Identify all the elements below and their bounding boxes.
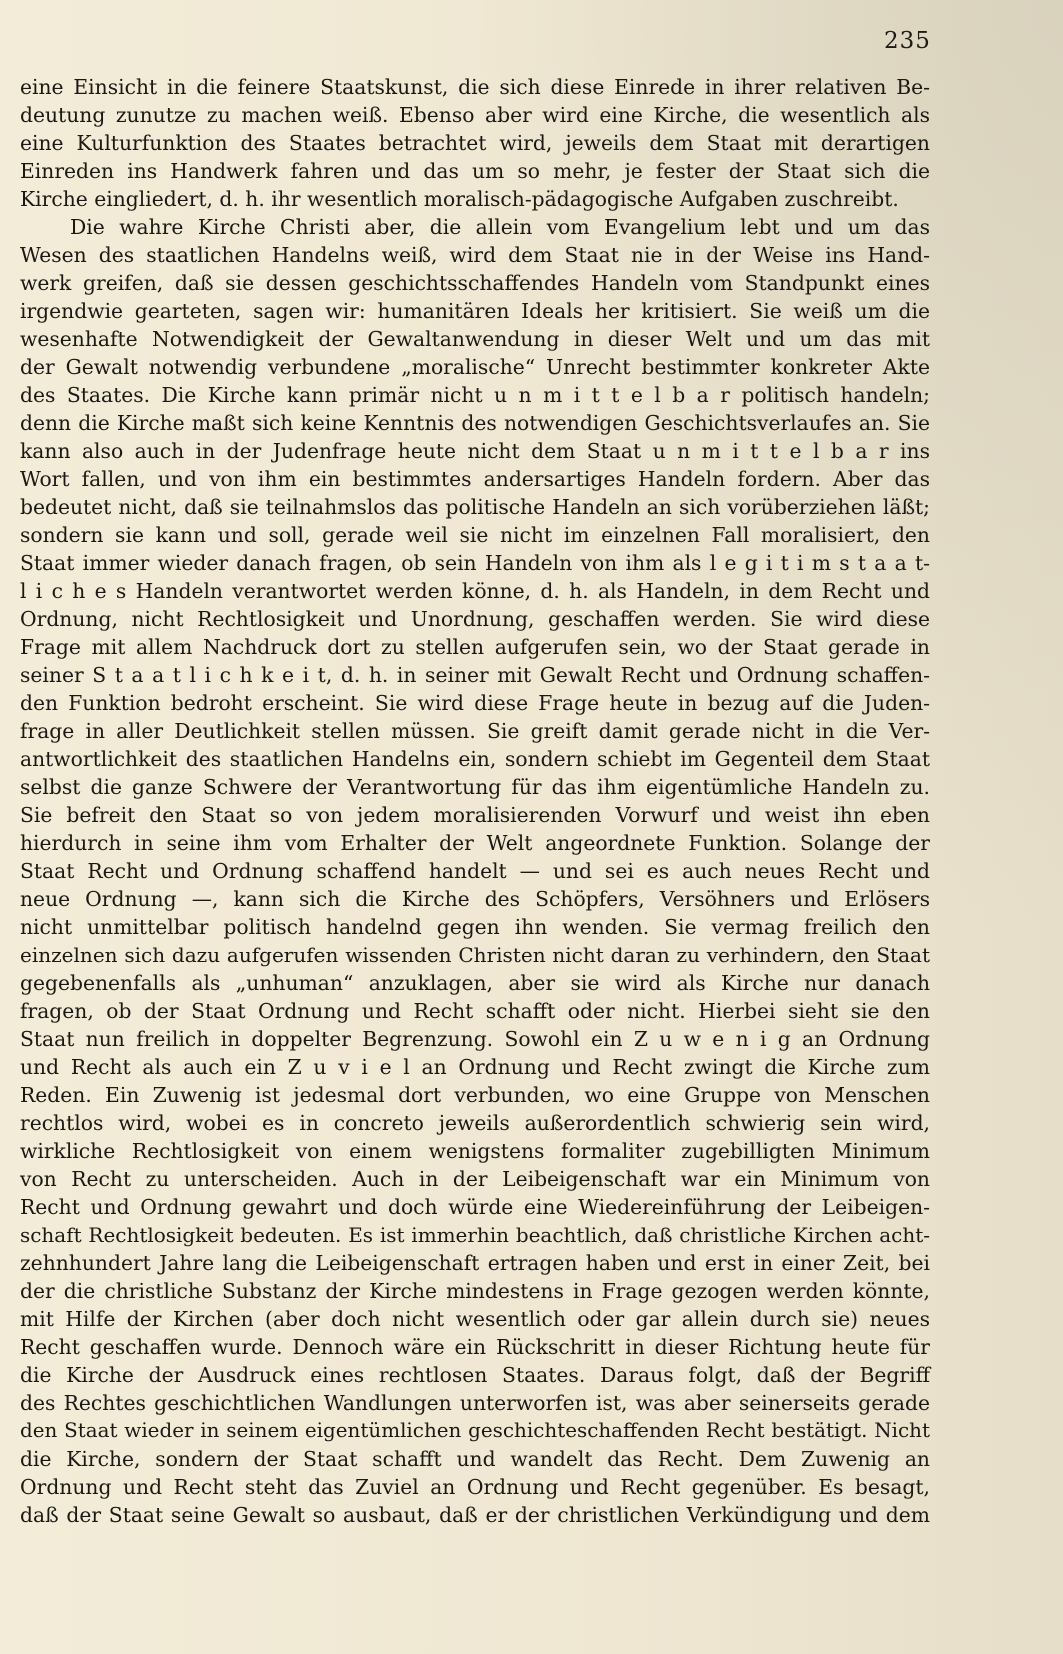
- text-line: schaft Rechtlosigkeit bedeuten. Es ist immerhin beachtlich, daß christliche Kirchen acht-: [20, 1223, 930, 1247]
- text-line: kann also auch in der Judenfrage heute nicht dem Staat u n m i t t e l b a r ins: [20, 439, 930, 463]
- text-line: Reden. Ein Zuwenig ist jedesmal dort verbunden, wo eine Gruppe von Menschen: [20, 1083, 930, 1107]
- text-line: des Rechtes geschichtlichen Wandlungen unterworfen ist, was aber seinerseits gerade: [20, 1391, 930, 1415]
- text-line: und Recht als auch ein Z u v i e l an Ordnung und Recht zwingt die Kirche zum: [20, 1055, 930, 1079]
- text-line: neue Ordnung —, kann sich die Kirche des Schöpfers, Versöhners und Erlösers: [20, 887, 930, 911]
- text-line: irgendwie gearteten, sagen wir: humanitären Ideals her kritisiert. Sie weiß um die: [20, 299, 930, 323]
- text-line: zehnhundert Jahre lang die Leibeigenschaft ertragen haben und erst in einer Zeit, bei: [20, 1251, 930, 1275]
- body-text: [20, 73, 930, 1529]
- text-line: Staat Recht und Ordnung schaffend handelt — und sei es auch neues Recht und: [20, 859, 930, 883]
- text-line: von Recht zu unterscheiden. Auch in der Leibeigenschaft war ein Minimum von: [20, 1167, 930, 1191]
- text-line: fragen, ob der Staat Ordnung und Recht schafft oder nicht. Hierbei sieht sie den: [20, 999, 930, 1023]
- text-line: wirkliche Rechtlosigkeit von einem wenigstens formaliter zugebilligten Minimum: [20, 1139, 930, 1163]
- text-line: denn die Kirche maßt sich keine Kenntnis des notwendigen Geschichtsverlaufes an. Sie: [20, 411, 930, 435]
- text-line: sondern sie kann und soll, gerade weil sie nicht im einzelnen Fall moralisiert, den: [20, 523, 930, 547]
- text-line: wesenhafte Notwendigkeit der Gewaltanwendung in dieser Welt und um das mit: [20, 327, 930, 351]
- text-line: Staat nun freilich in doppelter Begrenzung. Sowohl ein Z u w e n i g an Ordnung: [20, 1027, 930, 1051]
- text-line: deutung zunutze zu machen weiß. Ebenso aber wird eine Kirche, die wesentlich als: [20, 103, 930, 127]
- text-line: den Funktion bedroht erscheint. Sie wird diese Frage heute in bezug auf die Juden-: [20, 691, 930, 715]
- text-line: der die christliche Substanz der Kirche mindestens in Frage gezogen werden könnte,: [20, 1279, 930, 1303]
- text-line: Wesen des staatlichen Handelns weiß, wird dem Staat nie in der Weise ins Hand-: [20, 243, 930, 267]
- text-line: einzelnen sich dazu aufgerufen wissenden Christen nicht daran zu verhindern, den Staat: [20, 943, 930, 967]
- text-line: eine Einsicht in die feinere Staatskunst, die sich diese Einrede in ihrer relativen Be-: [20, 75, 930, 99]
- text-line: Ordnung und Recht steht das Zuviel an Ordnung und Recht gegenüber. Es besagt,: [20, 1475, 930, 1499]
- text-line: Frage mit allem Nachdruck dort zu stellen aufgerufen sein, wo der Staat gerade in: [20, 635, 930, 659]
- text-line: daß der Staat seine Gewalt so ausbaut, daß er der christlichen Verkündigung und dem: [20, 1503, 930, 1527]
- text-line: gegebenenfalls als „unhuman“ anzuklagen, aber sie wird als Kirche nur danach: [20, 971, 930, 995]
- text-line: selbst die ganze Schwere der Verantwortung für das ihm eigentümliche Handeln zu.: [20, 775, 930, 799]
- text-line: rechtlos wird, wobei es in concreto jeweils außerordentlich schwierig sein wird,: [20, 1111, 930, 1135]
- text-line: den Staat wieder in seinem eigentümlichen geschichteschaffenden Recht bestätigt. Nicht: [20, 1419, 930, 1442]
- text-line: nicht unmittelbar politisch handelnd gegen ihn wenden. Sie vermag freilich den: [20, 915, 930, 939]
- text-line: l i c h e s Handeln verantwortet werden könne, d. h. als Handeln, in dem Recht und: [20, 579, 930, 603]
- text-line: mit Hilfe der Kirchen (aber doch nicht wesentlich oder gar allein durch sie) neues: [20, 1307, 930, 1331]
- text-line: eine Kulturfunktion des Staates betrachtet wird, jeweils dem Staat mit derartigen: [20, 131, 930, 155]
- text-line: Die wahre Kirche Christi aber, die allein vom Evangelium lebt und um das: [70, 215, 930, 239]
- text-line: hierdurch in seine ihm vom Erhalter der Welt angeordnete Funktion. Solange der: [20, 831, 930, 855]
- text-line: Einreden ins Handwerk fahren und das um so mehr, je fester der Staat sich die: [20, 159, 930, 183]
- text-line: bedeutet nicht, daß sie teilnahmslos das politische Handeln an sich vorüberziehen läßt;: [20, 495, 930, 519]
- text-line: die Kirche, sondern der Staat schafft und wandelt das Recht. Dem Zuwenig an: [20, 1447, 930, 1471]
- text-line: seiner S t a a t l i c h k e i t, d. h. in seiner mit Gewalt Recht und Ordnung schaffen-: [20, 663, 930, 687]
- text-line: Staat immer wieder danach fragen, ob sein Handeln von ihm als l e g i t i m s t a a t-: [20, 551, 930, 575]
- text-line: Sie befreit den Staat so von jedem moralisierenden Vorwurf und weist ihn eben: [20, 803, 930, 827]
- text-line: des Staates. Die Kirche kann primär nicht u n m i t t e l b a r politisch handeln;: [20, 383, 930, 407]
- text-line: Ordnung, nicht Rechtlosigkeit und Unordnung, geschaffen werden. Sie wird diese: [20, 607, 930, 631]
- page-number: 235: [884, 28, 931, 54]
- text-line: antwortlichkeit des staatlichen Handelns ein, sondern schiebt im Gegenteil dem Staat: [20, 747, 930, 771]
- text-line: werk greifen, daß sie dessen geschichtsschaffendes Handeln vom Standpunkt eines: [20, 271, 930, 295]
- text-line: Kirche eingliedert, d. h. ihr wesentlich moralisch-pädagogische Aufgaben zuschreibt.: [20, 187, 899, 211]
- text-line: frage in aller Deutlichkeit stellen müssen. Sie greift damit gerade nicht in die Ver-: [20, 719, 930, 743]
- text-line: die Kirche der Ausdruck eines rechtlosen Staates. Daraus folgt, daß der Begriff: [20, 1363, 930, 1387]
- text-line: Wort fallen, und von ihm ein bestimmtes andersartiges Handeln fordern. Aber das: [20, 467, 930, 491]
- text-line: der Gewalt notwendig verbundene „moralische“ Unrecht bestimmter konkreter Akte: [20, 355, 930, 379]
- text-line: Recht und Ordnung gewahrt und doch würde eine Wiedereinführung der Leibeigen-: [20, 1195, 930, 1219]
- text-line: Recht geschaffen wurde. Dennoch wäre ein Rückschritt in dieser Richtung heute für: [20, 1335, 930, 1359]
